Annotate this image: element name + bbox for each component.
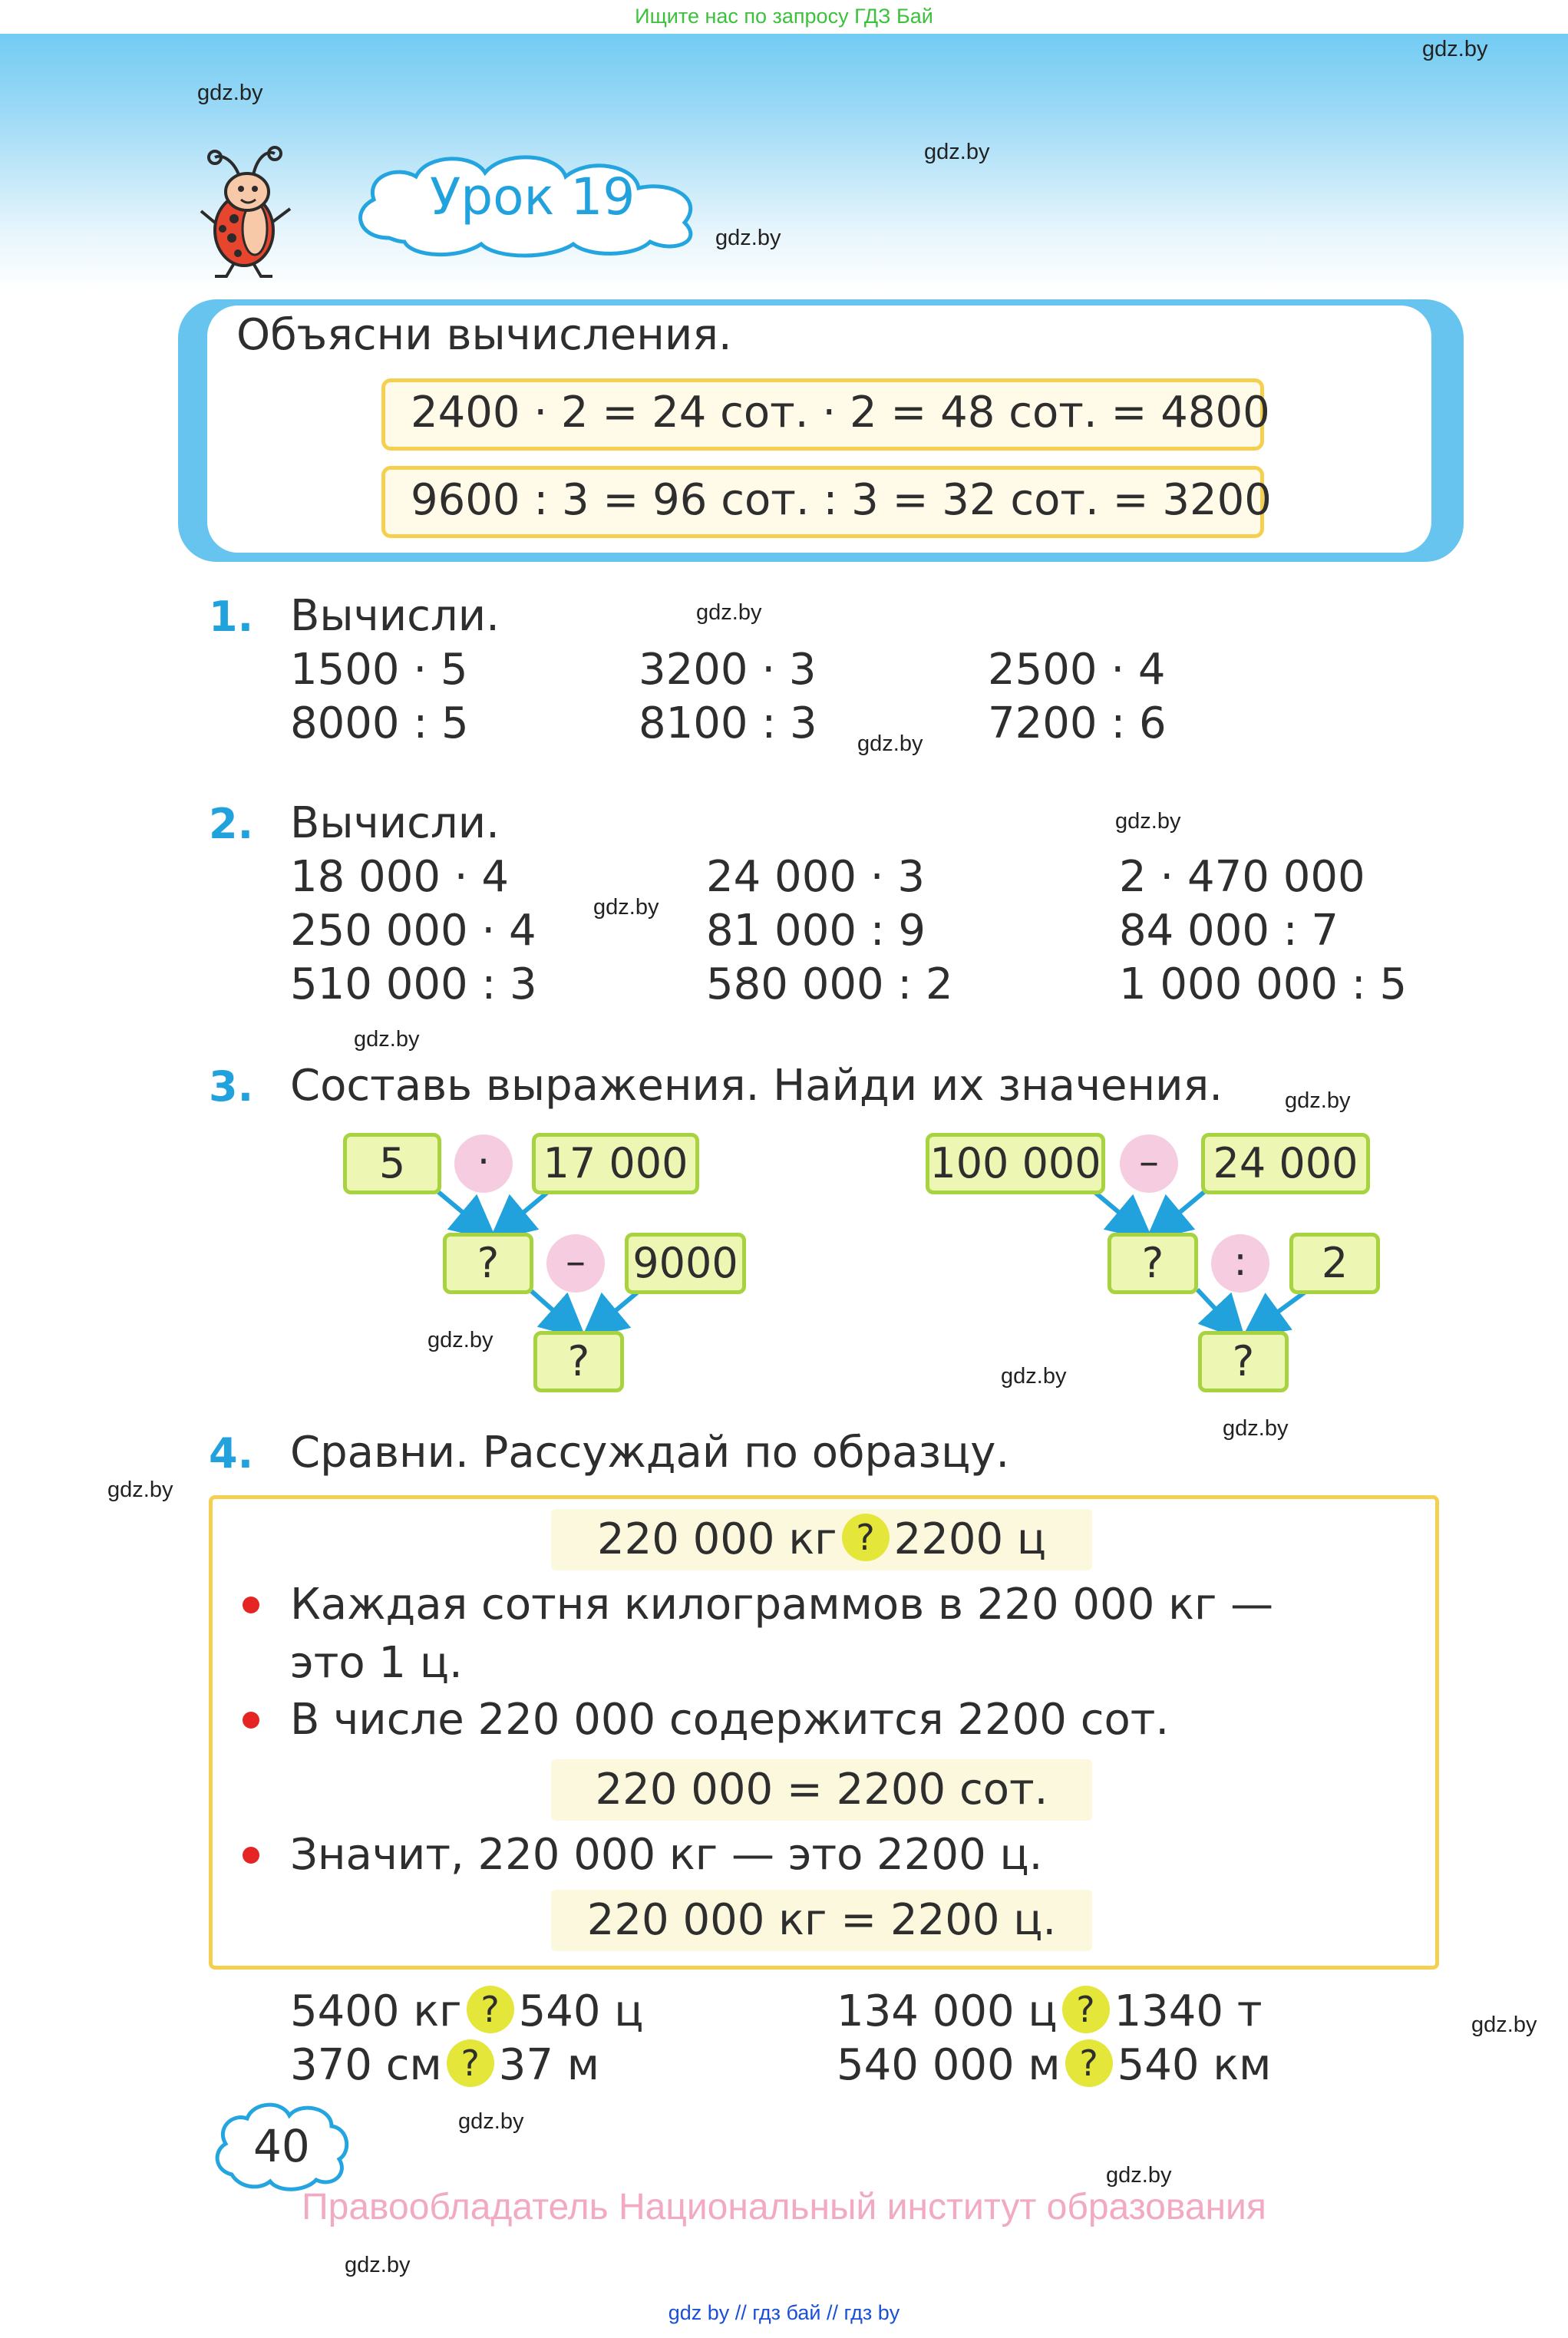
question-mark-icon: ?: [447, 2039, 494, 2087]
compare-exercise: [290, 2040, 599, 2092]
task3-right-b: 24 000: [1201, 1133, 1370, 1194]
watermark: gdz.by: [857, 731, 923, 756]
watermark: gdz.by: [696, 600, 762, 625]
task3-right-q2: ?: [1198, 1331, 1289, 1392]
watermark: gdz.by: [345, 2253, 411, 2277]
task2-item: 2 · 470 000: [1119, 852, 1365, 902]
task4-number: 4.: [209, 1429, 254, 1478]
task2-item: 24 000 · 3: [706, 852, 925, 902]
task3-left-c: 9000: [625, 1233, 746, 1294]
watermark: gdz.by: [427, 1328, 494, 1352]
bottom-note: gdz by // гдз бай // гдз by: [668, 2301, 900, 2324]
compare-a: 370 см: [290, 2040, 442, 2090]
bullet2-text: В числе 220 000 содержится 2200 сот.: [290, 1695, 1170, 1745]
task3-left-q2: ?: [533, 1331, 624, 1392]
compare-a: 540 000 м: [837, 2040, 1061, 2090]
task3-left-a: 5: [343, 1133, 441, 1194]
task1-item: 8100 : 3: [639, 698, 817, 748]
watermark: gdz.by: [1115, 809, 1181, 834]
bullet-icon: [243, 1712, 259, 1729]
watermark: gdz.by: [715, 226, 781, 250]
explain-line1: 2400 · 2 = 24 сот. · 2 = 48 сот. = 4800: [411, 388, 1270, 438]
task3-right-op2: :: [1211, 1234, 1269, 1293]
task2-item: 84 000 : 7: [1119, 906, 1339, 956]
question-mark-icon: ?: [467, 1986, 514, 2033]
watermark: gdz.by: [593, 895, 659, 920]
question-mark-icon: ?: [1062, 1986, 1110, 2033]
watermark: gdz.by: [354, 1027, 420, 1052]
compare-exercise: [837, 1986, 1262, 2038]
watermark: gdz.by: [1223, 1416, 1289, 1441]
task1-item: 3200 · 3: [639, 645, 817, 695]
watermark: gdz.by: [458, 2109, 524, 2134]
question-mark-icon: ?: [1065, 2039, 1113, 2087]
task4-title: Сравни. Рассуждай по образцу.: [290, 1428, 1010, 1478]
task2-item: 81 000 : 9: [706, 906, 926, 956]
explain-line2: 9600 : 3 = 96 сот. : 3 = 32 сот. = 3200: [411, 475, 1272, 525]
sample-a: 220 000 кг: [596, 1514, 837, 1564]
watermark: gdz.by: [1106, 2163, 1172, 2188]
bullet3-text: Значит, 220 000 кг — это 2200 ц.: [290, 1830, 1043, 1880]
task1-item: 7200 : 6: [988, 698, 1167, 748]
compare-b: 540 ц: [518, 1986, 644, 2036]
copyright: Правообладатель Национальный институт образования: [302, 2187, 1266, 2227]
task3-number: 3.: [209, 1062, 254, 1111]
task3-right-a: 100 000: [926, 1133, 1105, 1194]
task3-left-op1: ·: [454, 1134, 513, 1193]
bullet-icon: [243, 1847, 259, 1864]
watermark: gdz.by: [107, 1478, 173, 1502]
bullet1-text: Каждая сотня килограммов в 220 000 кг —: [290, 1580, 1274, 1630]
bullet1-continuation: это 1 ц.: [290, 1638, 463, 1688]
task2-item: 1 000 000 : 5: [1119, 959, 1408, 1009]
task3-title: Составь выражения. Найди их значения.: [290, 1061, 1223, 1111]
compare-b: 37 м: [498, 2040, 600, 2090]
watermark: gdz.by: [924, 140, 990, 164]
ladybug-icon: [192, 138, 299, 284]
top-note: Ищите нас по запросу ГДЗ Бай: [0, 0, 1568, 34]
sample-eq1: 220 000 = 2200 сот.: [551, 1759, 1092, 1821]
task1-title: Вычисли.: [290, 591, 500, 641]
watermark: gdz.by: [1471, 2013, 1537, 2037]
explain-heading: Объясни вычисления.: [236, 310, 732, 360]
question-mark-icon: ?: [842, 1514, 890, 1561]
watermark: gdz.by: [1001, 1364, 1067, 1389]
compare-a: 5400 кг: [290, 1986, 462, 2036]
compare-exercise: [837, 2040, 1271, 2092]
task1-number: 1.: [209, 593, 254, 641]
task2-item: 510 000 : 3: [290, 959, 537, 1009]
task2-title: Вычисли.: [290, 798, 500, 848]
sample-comparison: [551, 1509, 1092, 1570]
lesson-title: Урок 19: [430, 167, 635, 226]
task3-right-c: 2: [1289, 1233, 1380, 1294]
sample-b: 2200 ц: [893, 1514, 1047, 1564]
bullet-icon: [243, 1597, 259, 1613]
watermark: gdz.by: [197, 81, 263, 105]
task3-left-b: 17 000: [532, 1133, 699, 1194]
watermark: gdz.by: [1422, 37, 1488, 61]
task3-left-q1: ?: [443, 1233, 533, 1294]
task2-number: 2.: [209, 800, 254, 848]
sample-eq2: 220 000 кг = 2200 ц.: [551, 1890, 1092, 1951]
page-number: 40: [253, 2120, 310, 2172]
task1-item: 1500 · 5: [290, 645, 468, 695]
task3-right-op1: –: [1120, 1134, 1178, 1193]
task1-item: 8000 : 5: [290, 698, 469, 748]
compare-b: 1340 т: [1114, 1986, 1263, 2036]
task2-item: 580 000 : 2: [706, 959, 953, 1009]
task3-right-q1: ?: [1108, 1233, 1198, 1294]
task2-item: 18 000 · 4: [290, 852, 509, 902]
watermark: gdz.by: [1285, 1088, 1351, 1113]
task3-left-op2: –: [546, 1234, 605, 1293]
compare-a: 134 000 ц: [837, 1986, 1058, 2036]
compare-exercise: [290, 1986, 643, 2038]
task1-item: 2500 · 4: [988, 645, 1166, 695]
task2-item: 250 000 · 4: [290, 906, 536, 956]
compare-b: 540 км: [1117, 2040, 1272, 2090]
